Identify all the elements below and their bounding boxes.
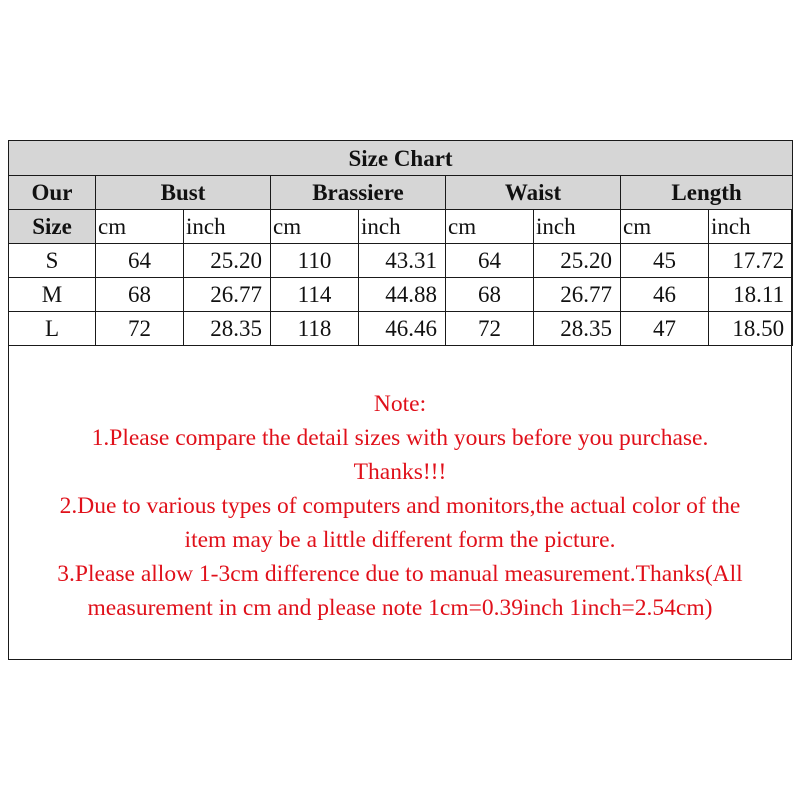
value-cell: 118 [271, 312, 359, 346]
value-cell: 114 [271, 278, 359, 312]
note-line: Thanks!!! [353, 459, 447, 485]
unit-inch: inch [534, 210, 621, 244]
value-cell: 46 [621, 278, 709, 312]
unit-cm: cm [621, 210, 709, 244]
value-cell: 68 [446, 278, 534, 312]
note-line: item may be a little different form the picture. [184, 527, 616, 553]
value-cell: 25.20 [534, 244, 621, 278]
table-row-s [9, 244, 793, 278]
unit-inch: inch [184, 210, 271, 244]
unit-cm: cm [96, 210, 184, 244]
value-cell: 72 [96, 312, 184, 346]
size-chart-sheet [8, 140, 792, 660]
group-header-bust: Bust [96, 176, 271, 210]
value-cell: 72 [446, 312, 534, 346]
value-cell: 26.77 [534, 278, 621, 312]
value-cell: 47 [621, 312, 709, 346]
group-header-length: Length [621, 176, 793, 210]
value-cell: 64 [446, 244, 534, 278]
note-heading: Note: [373, 391, 427, 417]
note-line: measurement in cm and please note 1cm=0.39inch 1inch=2.54cm) [87, 595, 713, 621]
size-header-top: Our [9, 176, 96, 210]
value-cell: 25.20 [184, 244, 271, 278]
size-chart-table [8, 140, 793, 346]
size-header-bottom: Size [9, 210, 96, 244]
value-cell: 28.35 [184, 312, 271, 346]
value-cell: 68 [96, 278, 184, 312]
note-line: 3.Please allow 1-3cm difference due to manual measurement.Thanks(All [57, 561, 743, 587]
unit-inch: inch [359, 210, 446, 244]
value-cell: 26.77 [184, 278, 271, 312]
notes-block [9, 387, 791, 625]
size-label: L [9, 312, 96, 346]
table-row-m [9, 278, 793, 312]
size-label: M [9, 278, 96, 312]
value-cell: 28.35 [534, 312, 621, 346]
unit-cm: cm [271, 210, 359, 244]
chart-title: Size Chart [9, 141, 793, 176]
size-label: S [9, 244, 96, 278]
value-cell: 18.50 [709, 312, 793, 346]
value-cell: 110 [271, 244, 359, 278]
unit-cm: cm [446, 210, 534, 244]
value-cell: 43.31 [359, 244, 446, 278]
value-cell: 18.11 [709, 278, 793, 312]
value-cell: 46.46 [359, 312, 446, 346]
unit-inch: inch [709, 210, 793, 244]
value-cell: 44.88 [359, 278, 446, 312]
table-row-l [9, 312, 793, 346]
value-cell: 17.72 [709, 244, 793, 278]
group-header-waist: Waist [446, 176, 621, 210]
value-cell: 64 [96, 244, 184, 278]
note-line: 2.Due to various types of computers and monitors,the actual color of the [59, 493, 741, 519]
value-cell: 45 [621, 244, 709, 278]
note-line: 1.Please compare the detail sizes with yours before you purchase. [91, 425, 709, 451]
group-header-brassiere: Brassiere [271, 176, 446, 210]
